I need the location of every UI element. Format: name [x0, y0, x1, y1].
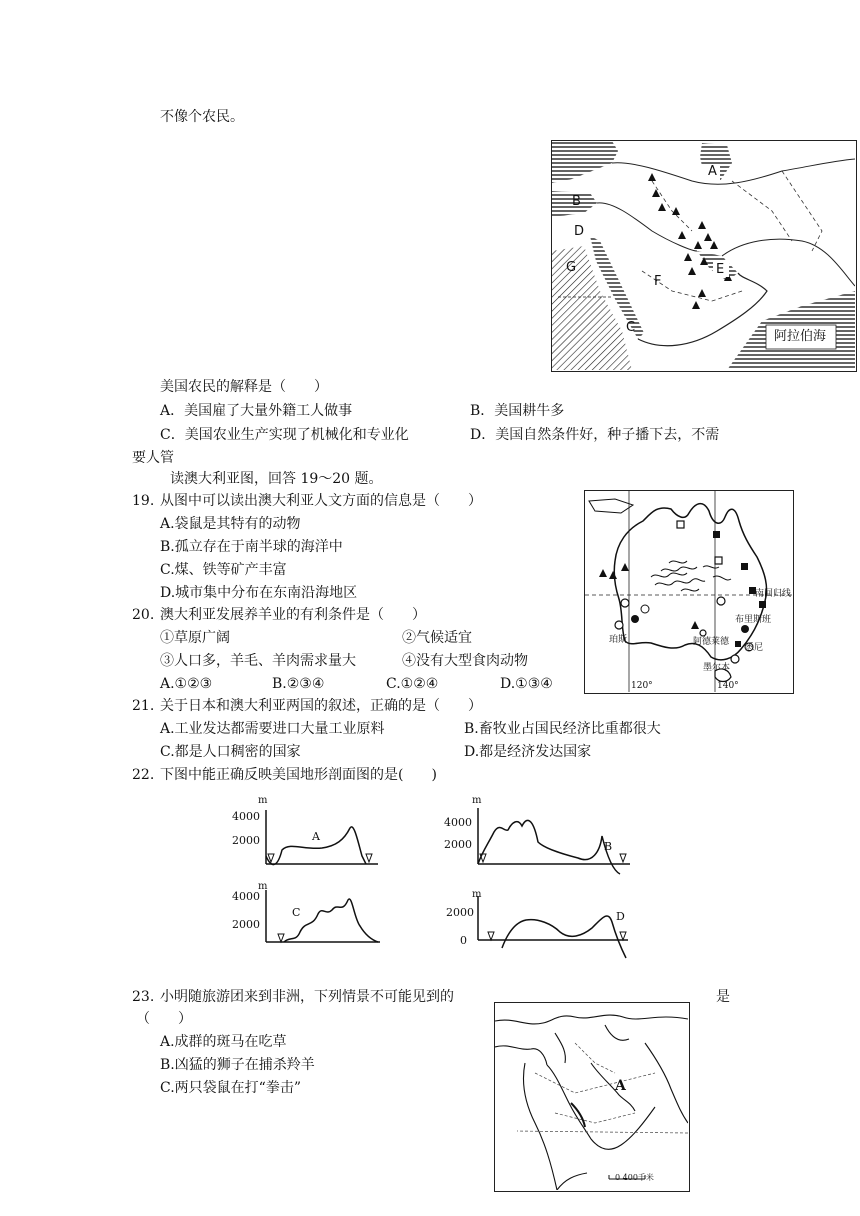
intro-19-20: 读澳大利亚图，回答 19～20 题。 [170, 471, 383, 487]
australia-map [584, 490, 794, 694]
profile-b-letter: B [604, 840, 613, 853]
q20-condition-3: ③人口多，羊毛、羊肉需求量大 [160, 653, 356, 669]
map-label-g: G [566, 260, 577, 275]
q23-stem: 小明随旅游团来到非洲，下列情景不可能见到的 [160, 989, 454, 1005]
profile-d-letter: D [616, 910, 625, 923]
q20-condition-1: ①草原广阔 [160, 630, 230, 646]
lon-label-120: 120° [631, 681, 653, 691]
profile-c [226, 881, 386, 950]
q21-option-d: D.都是经济发达国家 [464, 744, 592, 760]
map-label-f: F [654, 274, 662, 289]
q19-option-a: A.袋鼠是其特有的动物 [160, 516, 301, 532]
west-asia-label-a: A [615, 1078, 626, 1094]
profile-c-letter: C [292, 906, 301, 919]
q23-option-c: C.两只袋鼠在打“拳击” [160, 1080, 301, 1096]
q20-option-d: D.①③④ [500, 676, 553, 692]
q23-number: 23. [132, 989, 155, 1005]
city-sydney: 悉尼 [745, 643, 764, 653]
city-brisbane: 布里斯班 [735, 615, 772, 625]
q20-option-a: A.①②③ [160, 676, 213, 692]
q19-option-c: C.煤、铁等矿产丰富 [160, 562, 287, 578]
q23-option-b: B.凶猛的狮子在捕杀羚羊 [160, 1057, 315, 1073]
q22-stem: 下图中能正确反映美国地形剖面图的是( ) [160, 767, 437, 783]
q18-option-b: B．美国耕牛多 [470, 403, 565, 419]
q19-option-b: B.孤立存在于南半球的海洋中 [160, 539, 343, 555]
q20-number: 20. [132, 607, 155, 623]
tropic-label: 南回归线 [755, 589, 792, 599]
lon-label-140: 140° [717, 681, 739, 691]
q20-option-b: B.②③④ [272, 676, 325, 692]
profile-a-letter: A [312, 830, 320, 843]
profile-c-unit: m [258, 881, 268, 892]
city-adelaide: 阿德莱德 [693, 637, 730, 647]
profile-b-tick-2000: 2000 [444, 838, 472, 851]
middle-east-map [551, 140, 857, 372]
profile-c-tick-2000: 2000 [232, 918, 260, 931]
profile-d [442, 889, 632, 968]
profile-a-tick-2000: 2000 [232, 834, 260, 847]
q19-option-d: D.城市集中分布在东南沿海地区 [160, 585, 358, 601]
q21-number: 21. [132, 698, 155, 714]
q19-stem: 从图中可以读出澳大利亚人文方面的信息是（ ） [160, 493, 482, 509]
map-label-a: A [708, 164, 717, 179]
q18-option-a: A．美国雇了大量外籍工人做事 [160, 403, 353, 419]
city-melbourne: 墨尔本 [703, 663, 731, 673]
west-asia-map [494, 1002, 690, 1192]
profile-d-tick-0: 0 [460, 934, 467, 947]
q21-stem: 关于日本和澳大利亚两国的叙述，正确的是（ ） [160, 698, 482, 714]
profile-a [226, 792, 386, 884]
profile-b-unit: m [472, 795, 482, 806]
q22-number: 22. [132, 767, 155, 783]
q20-condition-4: ④没有大型食肉动物 [402, 653, 528, 669]
q20-stem: 澳大利亚发展养羊业的有利条件是（ ） [160, 607, 426, 623]
q21-option-c: C.都是人口稠密的国家 [160, 744, 301, 760]
profile-b [442, 792, 632, 884]
profile-a-unit: m [258, 795, 268, 806]
q20-option-c: C.①②④ [386, 676, 439, 692]
profile-d-tick-2000: 2000 [446, 906, 474, 919]
q19-number: 19. [132, 493, 155, 509]
text-fragment: 不像个农民。 [160, 109, 244, 125]
q21-option-b: B.畜牧业占国民经济比重都很大 [464, 721, 661, 737]
sea-label: 阿拉伯海 [774, 329, 827, 344]
q23-stem-line2: （ ） [136, 1011, 192, 1027]
q21-option-a: A.工业发达都需要进口大量工业原料 [160, 721, 385, 737]
profile-b-tick-4000: 4000 [444, 816, 472, 829]
q23-stem-end: 是 [716, 989, 730, 1005]
map-label-d: D [574, 224, 585, 239]
q18-option-c: C．美国农业生产实现了机械化和专业化 [160, 427, 409, 443]
city-perth: 珀斯 [609, 635, 628, 645]
q18-option-d-cont: 要人管 [132, 450, 174, 466]
q18-stem: 美国农民的解释是（ ） [160, 379, 328, 395]
map-label-e: E [716, 262, 725, 277]
map-label-b: B [572, 194, 581, 209]
profile-d-unit: m [472, 889, 482, 900]
q20-condition-2: ②气候适宜 [402, 630, 472, 646]
profile-a-tick-4000: 4000 [232, 810, 260, 823]
q18-option-d: D．美国自然条件好，种子播下去，不需 [470, 427, 720, 443]
q23-option-a: A.成群的斑马在吃草 [160, 1034, 287, 1050]
map-label-c: C [626, 320, 636, 335]
profile-c-tick-4000: 4000 [232, 890, 260, 903]
west-asia-scale: 0 400千米 [615, 1173, 654, 1182]
